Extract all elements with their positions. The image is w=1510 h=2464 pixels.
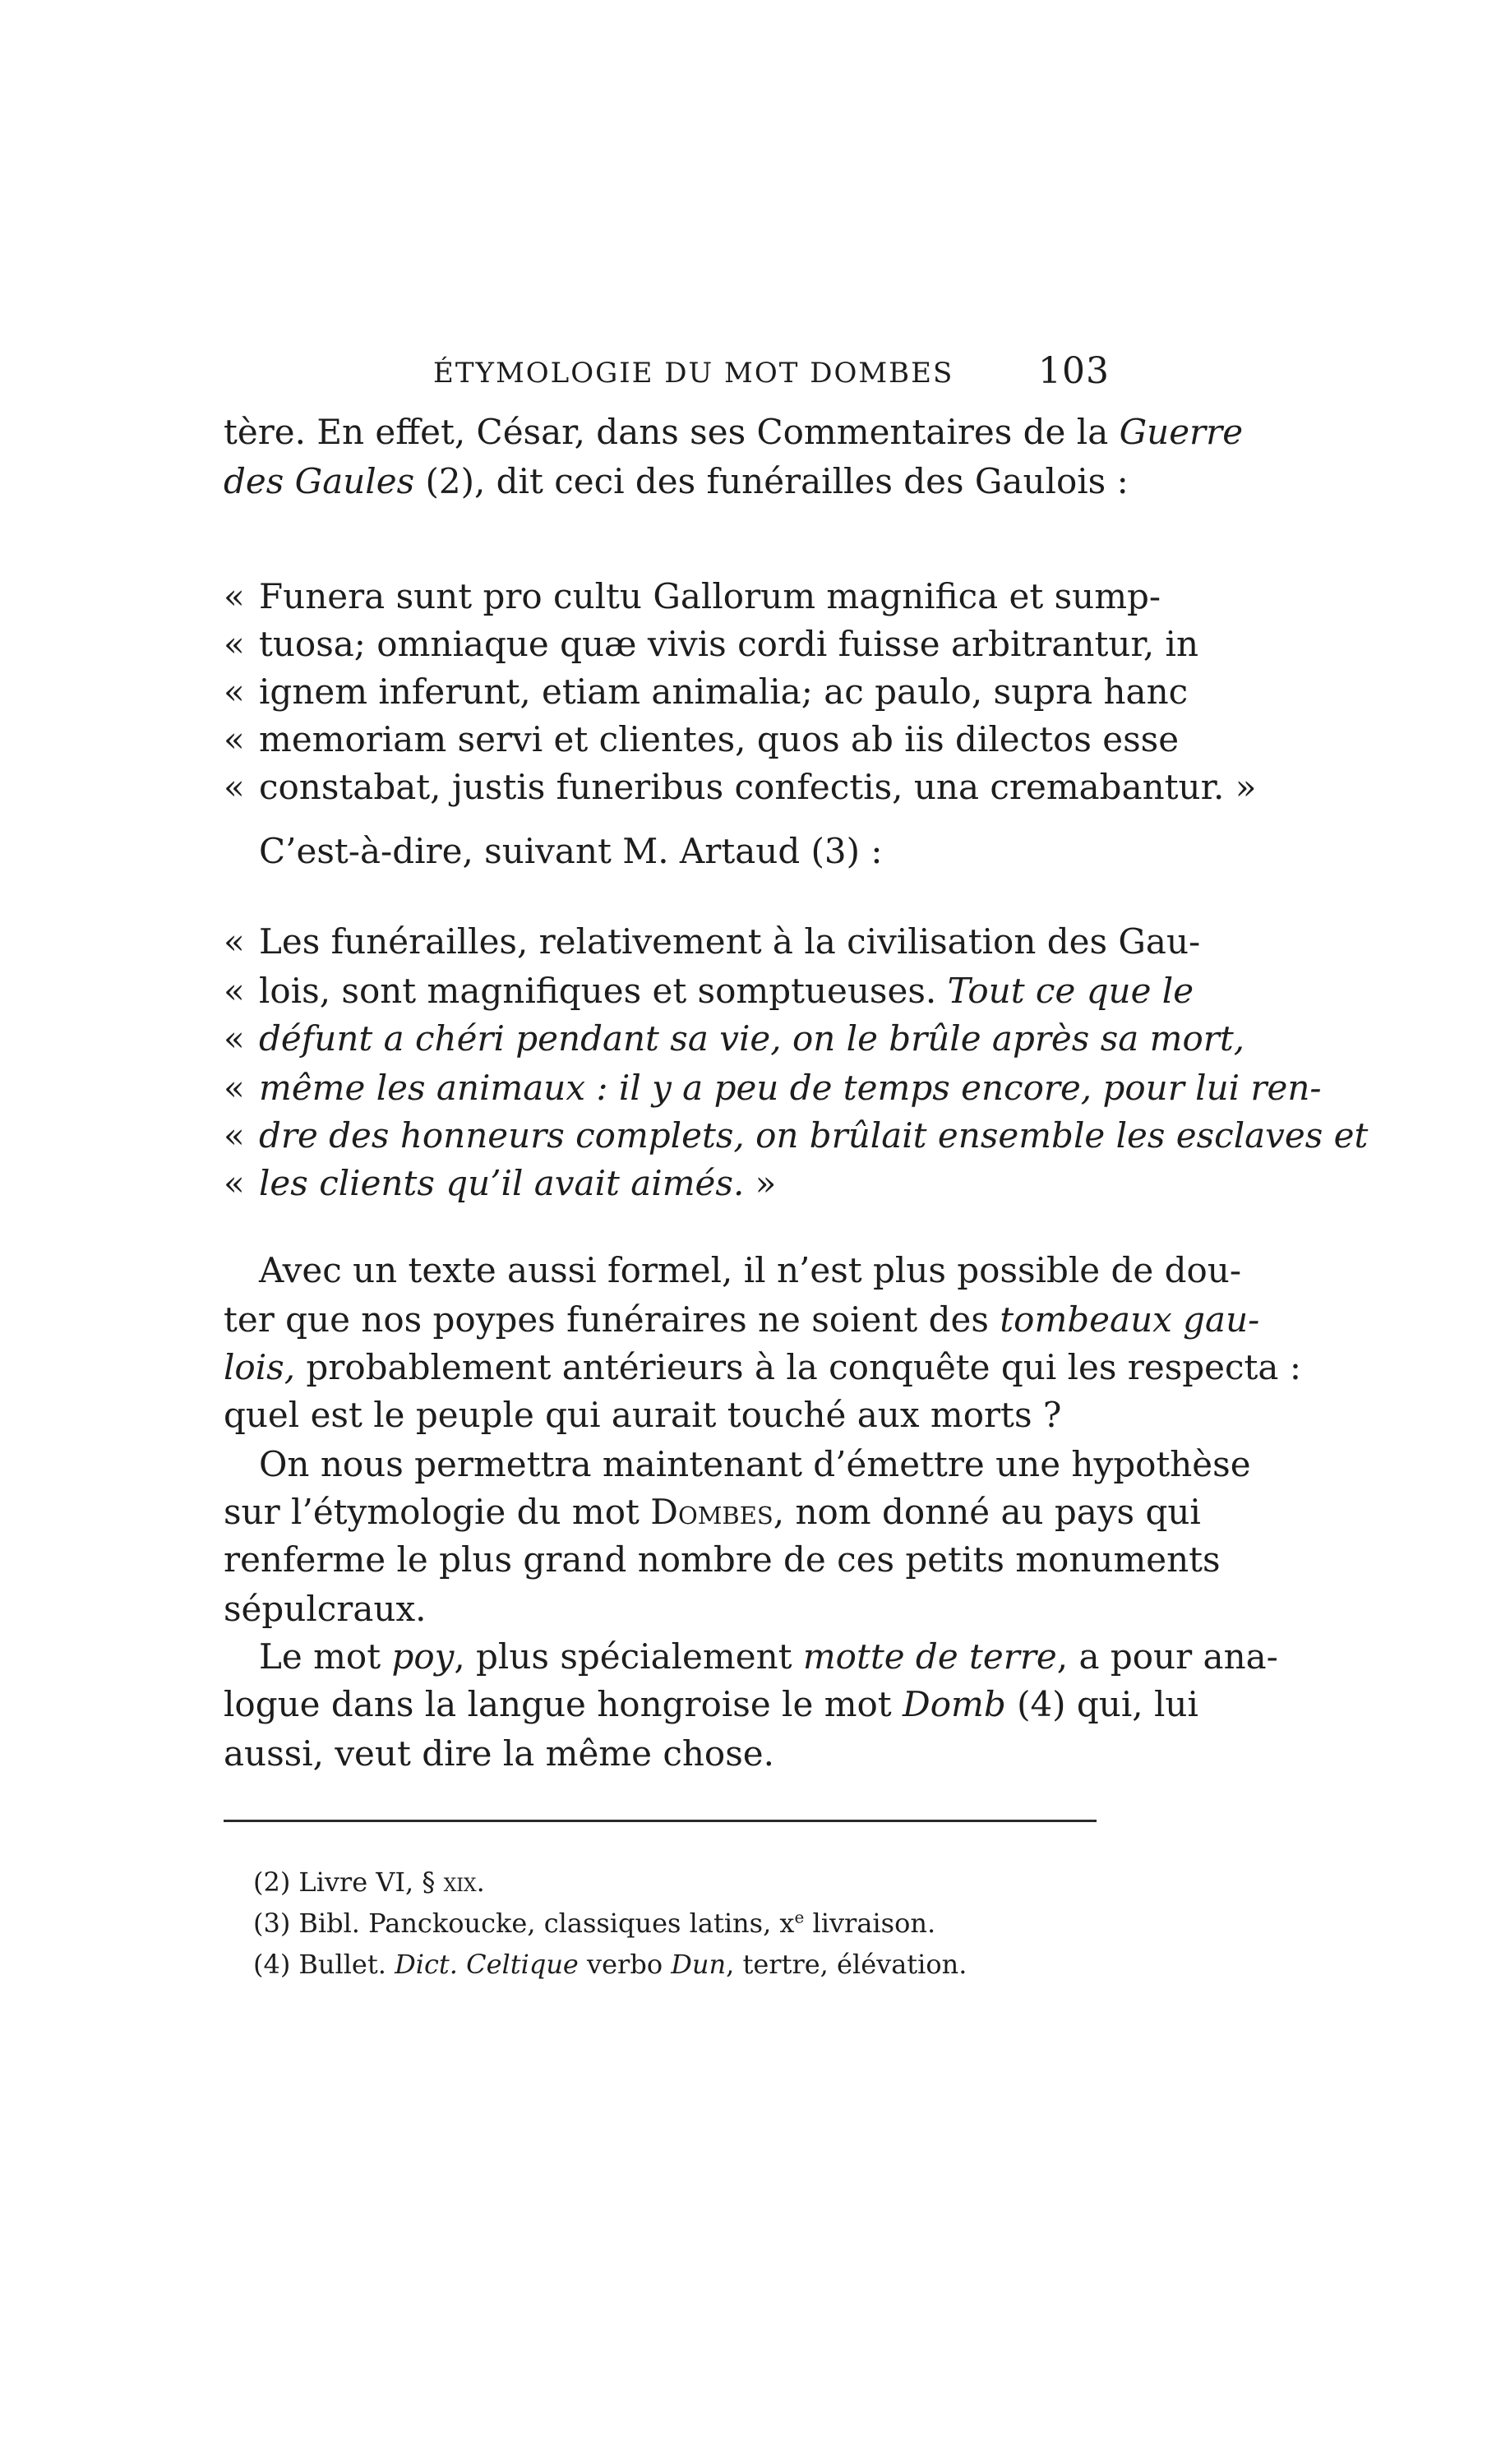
italic-text: Domb <box>903 1684 1006 1724</box>
paragraph-2-line-4: quel est le peuple qui aurait touché aux morts ? <box>224 1395 1062 1435</box>
text: (2), dit ceci des funérailles des Gaulois : <box>414 461 1129 501</box>
italic-text: les clients qu’il avait aimés. <box>259 1163 745 1203</box>
text: (4) qui, lui <box>1005 1684 1198 1724</box>
french-quote-line-4 <box>224 1065 1322 1111</box>
italic-text: dre des honneurs complets, on brûlait ensemble les esclaves et <box>259 1115 1369 1156</box>
french-quote-line-3 <box>224 1016 1245 1062</box>
quote-mark: « <box>224 921 245 962</box>
italic-text: motte de terre <box>802 1636 1057 1677</box>
text: constabat, justis funeribus confectis, una cremabantur. » <box>259 767 1257 807</box>
paragraph-4-line-2 <box>224 1682 1198 1728</box>
latin-quote-line-1 <box>224 574 1161 620</box>
italic-text: Dun <box>671 1949 727 1980</box>
text: tuosa; omniaque quæ vivis cordi fuisse arbitrantur, in <box>259 624 1199 664</box>
french-quote-line-2 <box>224 968 1194 1014</box>
small-caps-text: xix <box>443 1866 477 1898</box>
italic-text: défunt a chéri pendant sa vie, on le brûle après sa mort, <box>259 1018 1245 1059</box>
text: Les funérailles, relativement à la civilisation des Gau- <box>259 921 1201 962</box>
latin-quote-line-3 <box>224 669 1189 715</box>
text: , a pour ana- <box>1056 1636 1278 1677</box>
text: livraison. <box>804 1908 936 1939</box>
text: Bibl. Panckoucke, classiques latins, x <box>298 1908 795 1939</box>
italic-text: Guerre <box>1119 412 1244 452</box>
paragraph-2-line-3 <box>224 1345 1301 1391</box>
italic-text: des Gaules <box>224 461 415 501</box>
latin-quote-line-5 <box>224 764 1257 810</box>
running-header <box>224 350 1110 396</box>
text: , plus spécialement <box>454 1636 803 1677</box>
footnote-2 <box>253 1864 485 1900</box>
latin-quote-line-2 <box>224 621 1199 667</box>
italic-text: poy <box>391 1636 455 1677</box>
text: sur l’étymologie du mot <box>224 1492 651 1532</box>
italic-text: Tout ce que le <box>947 971 1194 1011</box>
paragraph-4-line-1 <box>259 1634 1278 1680</box>
quote-mark: « <box>224 1068 245 1108</box>
quote-mark: « <box>224 719 245 759</box>
text: » <box>744 1163 777 1203</box>
paragraph-1-line-1 <box>224 409 1244 455</box>
text: Funera sunt pro cultu Gallorum magnifica et sump- <box>259 576 1161 616</box>
text: tère. En effet, César, dans ses Commentaires de la <box>224 412 1120 452</box>
superscript: e <box>794 1907 805 1927</box>
text: verbo <box>578 1949 672 1980</box>
italic-text: même les animaux : il y a peu de temps encore, pour lui ren- <box>259 1068 1322 1108</box>
text: ter que nos poypes funéraires ne soient des <box>224 1299 1000 1340</box>
french-quote-line-5 <box>224 1113 1369 1159</box>
text: Bullet. <box>298 1949 395 1980</box>
italic-text: Dict. Celtique <box>395 1949 579 1980</box>
footnote-4 <box>253 1946 967 1982</box>
paragraph-3-line-3: renferme le plus grand nombre de ces petits monuments <box>224 1539 1221 1580</box>
quote-mark: « <box>224 624 245 664</box>
page-number: 103 <box>1038 350 1110 392</box>
paragraph-3-line-2 <box>224 1489 1201 1535</box>
text: Livre VI, § <box>298 1866 444 1898</box>
quote-mark: « <box>224 971 245 1011</box>
quote-mark: « <box>224 767 245 807</box>
footnote-number: (2) <box>253 1866 291 1898</box>
quote-mark: « <box>224 576 245 616</box>
small-caps-text: Dombes <box>650 1492 773 1532</box>
paragraph-3-line-4: sépulcraux. <box>224 1589 427 1629</box>
text: lois, sont magnifiques et somptueuses. <box>259 971 948 1011</box>
quote-mark: « <box>224 1163 245 1203</box>
footnote-separator <box>224 1820 1097 1822</box>
translation-intro: C’est-à-dire, suivant M. Artaud (3) : <box>259 831 883 871</box>
text: , tertre, élévation. <box>726 1949 967 1980</box>
footnote-number: (3) <box>253 1908 291 1939</box>
quote-mark: « <box>224 1018 245 1059</box>
quote-mark: « <box>224 1115 245 1156</box>
french-quote-line-6 <box>224 1160 1103 1207</box>
paragraph-1-line-2 <box>224 459 1129 505</box>
text: logue dans la langue hongroise le mot <box>224 1684 903 1724</box>
italic-text: tombeaux gau- <box>1000 1299 1260 1340</box>
paragraph-2-line-1: Avec un texte aussi formel, il n’est plus possible de dou- <box>259 1250 1242 1290</box>
text: . <box>476 1866 485 1898</box>
italic-text: lois, <box>224 1347 296 1387</box>
footnote-number: (4) <box>253 1949 291 1980</box>
latin-quote-line-4 <box>224 717 1180 763</box>
paragraph-3-line-1: On nous permettra maintenant d’émettre une hypothèse <box>259 1444 1251 1484</box>
text: memoriam servi et clientes, quos ab iis dilectos esse <box>259 719 1180 759</box>
text: , nom donné au pays qui <box>773 1492 1201 1532</box>
paragraph-4-line-3: aussi, veut dire la même chose. <box>224 1733 774 1774</box>
paragraph-2-line-2 <box>224 1297 1260 1343</box>
text: ignem inferunt, etiam animalia; ac paulo, supra hanc <box>259 671 1189 712</box>
quote-mark: « <box>224 671 245 712</box>
text: probablement antérieurs à la conquête qui les respecta : <box>295 1347 1301 1387</box>
french-quote-line-1 <box>224 919 1201 965</box>
footnote-3 <box>253 1905 935 1941</box>
running-title: ÉTYMOLOGIE DU MOT DOMBES <box>433 357 954 390</box>
text: Le mot <box>259 1636 392 1677</box>
